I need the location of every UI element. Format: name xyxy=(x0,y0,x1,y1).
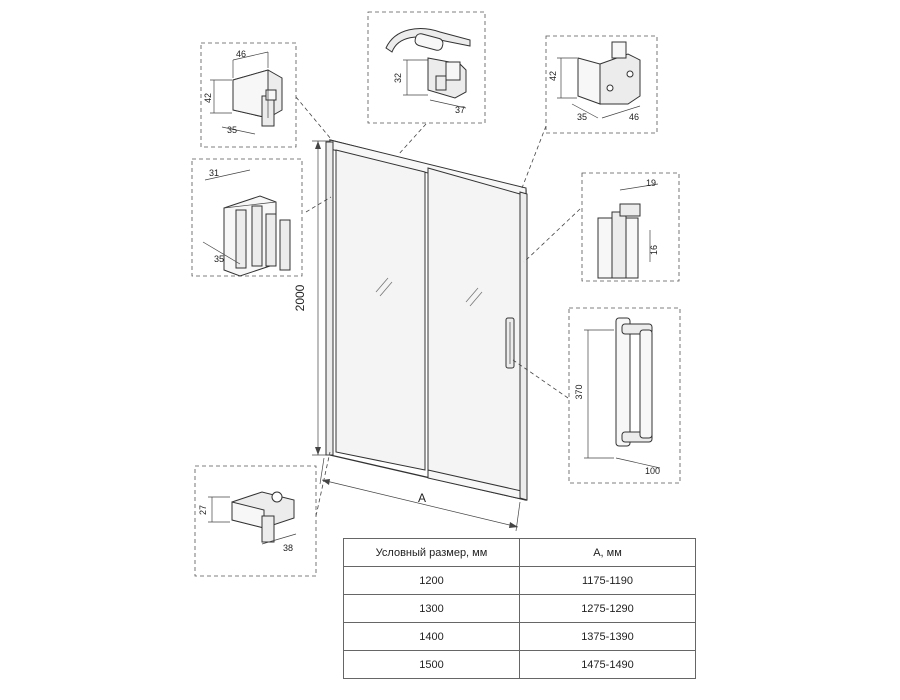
header-dimension-a: A, мм xyxy=(520,539,696,567)
height-label: 2000 xyxy=(293,284,307,312)
handle-profile xyxy=(616,318,652,446)
header-nominal-size: Условный размер, мм xyxy=(344,539,520,567)
table-cell: 1375-1390 xyxy=(520,623,696,651)
top-rail-profile xyxy=(386,29,470,98)
table-cell: 1500 xyxy=(344,651,520,679)
svg-text:35: 35 xyxy=(214,254,225,264)
svg-text:32: 32 xyxy=(393,72,403,84)
table-row xyxy=(344,623,696,651)
fixed-glass-panel xyxy=(336,150,425,470)
svg-text:31: 31 xyxy=(209,168,220,178)
svg-text:370: 370 xyxy=(574,384,584,400)
detail-mid-right xyxy=(582,173,679,281)
svg-text:42: 42 xyxy=(203,92,213,104)
wall-profile-section xyxy=(224,196,290,276)
door-handle xyxy=(506,318,514,368)
detail-mid-left xyxy=(192,159,302,276)
top-left-bracket xyxy=(233,70,282,126)
table-cell: 1200 xyxy=(344,567,520,595)
top-right-bracket xyxy=(578,42,640,104)
svg-text:27: 27 xyxy=(198,504,208,516)
svg-text:35: 35 xyxy=(577,112,588,122)
table-cell: 1275-1290 xyxy=(520,595,696,623)
table-cell: 1475-1490 xyxy=(520,651,696,679)
svg-text:38: 38 xyxy=(283,543,294,553)
detail-top-left xyxy=(201,43,296,147)
svg-text:35: 35 xyxy=(227,125,238,135)
table-row xyxy=(344,595,696,623)
table-cell: 1300 xyxy=(344,595,520,623)
size-table xyxy=(343,538,696,679)
svg-text:16: 16 xyxy=(649,244,659,256)
table-cell: 1175-1190 xyxy=(520,567,696,595)
main-door-assembly xyxy=(293,140,527,531)
height-dimension xyxy=(293,141,330,455)
table-row xyxy=(344,567,696,595)
svg-text:19: 19 xyxy=(646,178,657,188)
detail-bottom-left xyxy=(195,466,316,576)
table-header-row xyxy=(344,539,696,567)
right-wall-profile xyxy=(520,192,527,500)
svg-text:42: 42 xyxy=(548,70,558,82)
detail-top-center xyxy=(368,12,485,123)
left-wall-profile xyxy=(326,142,333,455)
width-label: A xyxy=(417,491,427,505)
end-profile-section xyxy=(598,204,640,278)
svg-text:46: 46 xyxy=(629,112,640,122)
svg-text:37: 37 xyxy=(455,105,466,115)
table-row xyxy=(344,651,696,679)
detail-handle xyxy=(569,308,680,483)
svg-text:100: 100 xyxy=(645,466,661,476)
detail-top-right xyxy=(546,36,657,133)
bottom-guide-bracket xyxy=(232,492,294,542)
table-cell: 1400 xyxy=(344,623,520,651)
svg-text:46: 46 xyxy=(236,49,247,59)
